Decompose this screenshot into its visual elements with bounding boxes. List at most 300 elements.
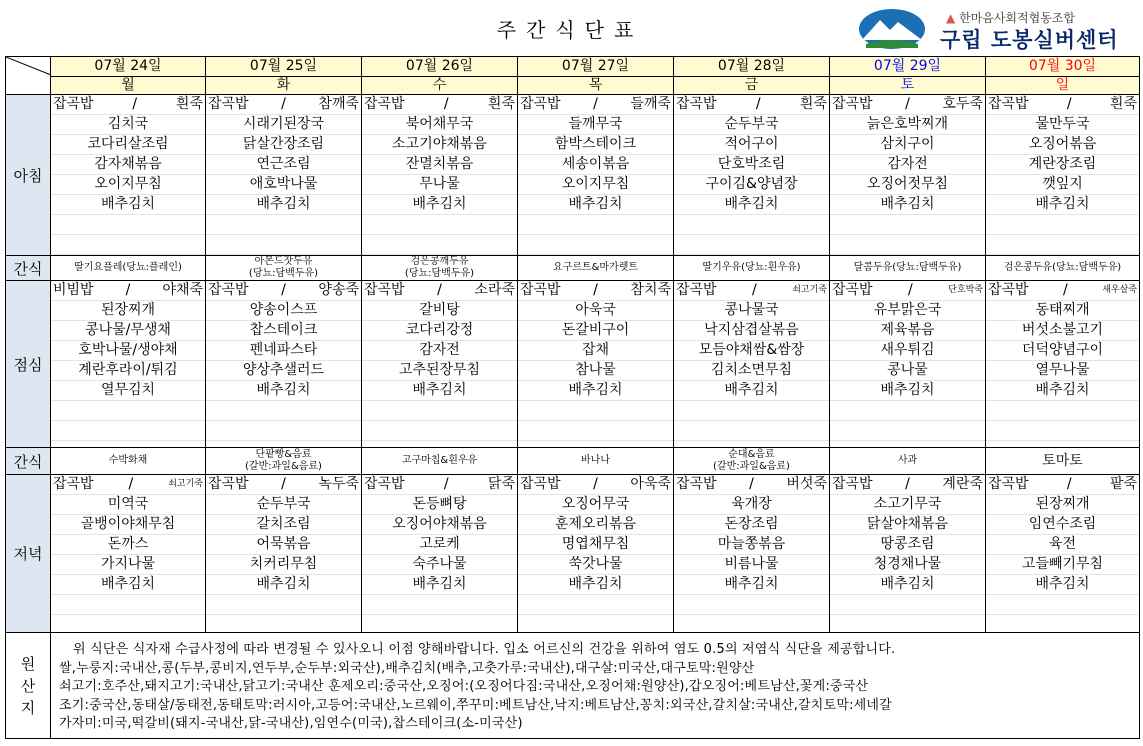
separator: / (281, 96, 286, 112)
porridge-item: 야채죽 (162, 282, 203, 298)
menu-item: 콩나물 (830, 361, 985, 381)
lunch-cell (830, 281, 986, 448)
rice-porridge-line (518, 281, 673, 301)
rice-porridge-line (362, 281, 517, 301)
separator: / (749, 476, 754, 492)
weekly-menu-table (5, 56, 1140, 739)
rice-item: 잡곡밥 (520, 476, 561, 492)
menu-item: 계란장조림 (986, 155, 1139, 175)
rice-item: 비빔밥 (53, 282, 94, 298)
blank-line (518, 215, 673, 235)
menu-item: 된장찌개 (51, 301, 205, 321)
menu-item: 명엽채무침 (518, 535, 673, 555)
rice-porridge-line (674, 281, 829, 301)
menu-item: 육개장 (674, 495, 829, 515)
menu-item: 청경채나물 (830, 555, 985, 575)
menu-item: 배추김치 (986, 381, 1139, 401)
menu-item: 마늘쫑볶음 (674, 535, 829, 555)
menu-item: 숙주나물 (362, 555, 517, 575)
menu-item: 임연수조림 (986, 515, 1139, 535)
menu-item: 양상추샐러드 (206, 361, 361, 381)
day-weekday: 금 (674, 77, 830, 95)
menu-item: 코다리강정 (362, 321, 517, 341)
menu-item: 감자전 (830, 155, 985, 175)
menu-item: 오징어야채볶음 (362, 515, 517, 535)
lunch-cell (51, 281, 206, 448)
blank-line (830, 421, 985, 441)
origin-line: 쇠고기:호주산,돼지고기:국내산,닭고기:국내산 훈제오리:중국산,오징어:(오징어다짐:국내산,오징어채:원양산),갑오징어:베트남산,꽃게:중국산 (59, 679, 869, 694)
menu-item: 배추김치 (986, 195, 1139, 215)
menu-item: 된장찌개 (986, 495, 1139, 515)
blank-line (986, 215, 1139, 235)
origin-row (6, 633, 1140, 739)
menu-item: 아욱국 (518, 301, 673, 321)
day-weekday: 목 (518, 77, 674, 95)
porridge-item: 계란죽 (942, 476, 983, 492)
blank-line (830, 235, 985, 255)
rice-porridge-line (51, 281, 205, 301)
menu-item: 콩나물국 (674, 301, 829, 321)
separator: / (1066, 476, 1072, 492)
porridge-item: 쇠고기죽 (168, 479, 203, 489)
snack2-item: 바나나 (518, 448, 674, 475)
separator: / (755, 96, 761, 112)
rice-item: 잡곡밥 (988, 476, 1029, 492)
blank-line (206, 235, 361, 255)
menu-item: 배추김치 (51, 575, 205, 595)
menu-item: 깻잎지 (986, 175, 1139, 195)
menu-item: 무나물 (362, 175, 517, 195)
menu-item: 돈장조림 (674, 515, 829, 535)
menu-item: 콩나물/무생채 (51, 321, 205, 341)
menu-item: 늙은호박찌개 (830, 115, 985, 135)
separator: / (1063, 282, 1068, 298)
blank-line (830, 401, 985, 421)
breakfast-cell (51, 95, 206, 256)
origin-info (51, 633, 1140, 739)
menu-item: 배추김치 (674, 381, 829, 401)
org-name-small: ▲ 한마음사회적협동조합 (946, 11, 1075, 25)
porridge-item: 닭죽 (487, 476, 515, 492)
dinner-cell (518, 475, 674, 633)
dinner-cell (986, 475, 1140, 633)
snack1-item: 딸기요플레(당뇨:플레인) (51, 256, 206, 281)
menu-item: 닭살야채볶음 (830, 515, 985, 535)
menu-item: 돈갈비구이 (518, 321, 673, 341)
lunch-cell (206, 281, 362, 448)
rice-item: 잡곡밥 (364, 282, 405, 298)
separator: / (443, 96, 449, 112)
blank-line (986, 421, 1139, 441)
blank-line (51, 235, 205, 255)
page-title: 주간식단표 (496, 18, 644, 42)
porridge-item: 버섯죽 (786, 476, 827, 492)
day-weekday: 수 (362, 77, 518, 95)
dinner-cell (51, 475, 206, 633)
menu-item: 고추된장무침 (362, 361, 517, 381)
porridge-item: 흰죽 (487, 96, 515, 112)
blank-line (206, 595, 361, 615)
snack2-item: 사과 (830, 448, 986, 475)
breakfast-cell (830, 95, 986, 256)
menu-item: 배추김치 (518, 381, 673, 401)
menu-item: 들깨무국 (518, 115, 673, 135)
snack1-item: 딸기우유(당뇨:흰우유) (674, 256, 830, 281)
rice-item: 잡곡밥 (676, 96, 717, 112)
separator: / (281, 476, 286, 492)
menu-item: 배추김치 (362, 575, 517, 595)
snack1-item: 검은콩깨두유 (당뇨:담백두유) (362, 256, 518, 281)
menu-item: 감자채볶음 (51, 155, 205, 175)
blank-line (986, 401, 1139, 421)
breakfast-row (6, 95, 1140, 256)
separator: / (905, 96, 910, 112)
menu-item: 갈치조림 (206, 515, 361, 535)
menu-item: 연근조림 (206, 155, 361, 175)
menu-item: 배추김치 (830, 381, 985, 401)
day-date: 07월 28일 (674, 57, 830, 77)
rice-porridge-line (362, 475, 517, 495)
breakfast-cell (206, 95, 362, 256)
porridge-item: 소라죽 (474, 282, 515, 298)
menu-item: 순두부국 (674, 115, 829, 135)
blank-line (518, 401, 673, 421)
menu-item: 훈제오리볶음 (518, 515, 673, 535)
porridge-item: 녹두죽 (318, 476, 359, 492)
blank-line (362, 235, 517, 255)
rice-porridge-line (674, 475, 829, 495)
snack2-item: 고구마칩&흰우유 (362, 448, 518, 475)
breakfast-cell (986, 95, 1140, 256)
snack2-item: 수박화채 (51, 448, 206, 475)
org-logo (858, 6, 1138, 52)
porridge-item: 들깨죽 (630, 96, 671, 112)
blank-line (674, 595, 829, 615)
snack2-label: 간식 (6, 448, 51, 475)
origin-line: 쌀,누룽지:국내산,콩(두부,콩비지,연두부,순두부:외국산),배추김치(배추,고춧가루:국내산),대구살:미국산,대구토막:원양산 (59, 660, 755, 676)
lunch-cell (986, 281, 1140, 448)
menu-item: 배추김치 (674, 195, 829, 215)
menu-item: 돈까스 (51, 535, 205, 555)
menu-item: 배추김치 (51, 195, 205, 215)
rice-porridge-line (986, 281, 1139, 301)
menu-item: 양송이스프 (206, 301, 361, 321)
menu-item: 배추김치 (206, 381, 361, 401)
rice-porridge-line (830, 281, 985, 301)
separator: / (128, 476, 134, 492)
menu-item: 어묵볶음 (206, 535, 361, 555)
dinner-cell (674, 475, 830, 633)
blank-line (206, 401, 361, 421)
separator: / (125, 282, 131, 298)
menu-item: 삼치구이 (830, 135, 985, 155)
menu-item: 미역국 (51, 495, 205, 515)
separator: / (593, 96, 598, 112)
separator: / (1066, 96, 1072, 112)
menu-item: 잔멸치볶음 (362, 155, 517, 175)
rice-porridge-line (362, 95, 517, 115)
menu-item: 열무김치 (51, 381, 205, 401)
snack1-item: 달콤두유(당뇨:담백두유) (830, 256, 986, 281)
menu-item: 배추김치 (986, 575, 1139, 595)
menu-item: 참나물 (518, 361, 673, 381)
menu-item: 골뱅이야채무침 (51, 515, 205, 535)
blank-line (362, 215, 517, 235)
porridge-item: 양송죽 (318, 282, 359, 298)
menu-item: 계란후라이/튀김 (51, 361, 205, 381)
menu-item: 배추김치 (206, 575, 361, 595)
menu-item: 육전 (986, 535, 1139, 555)
header (0, 0, 1143, 56)
menu-item: 고로케 (362, 535, 517, 555)
rice-item: 잡곡밥 (988, 96, 1029, 112)
menu-item: 배추김치 (830, 195, 985, 215)
menu-item: 순두부국 (206, 495, 361, 515)
rice-item: 잡곡밥 (364, 476, 405, 492)
menu-item: 낙지삼겹살볶음 (674, 321, 829, 341)
blank-line (830, 595, 985, 615)
porridge-item: 새우살죽 (1102, 285, 1137, 295)
porridge-item: 참깨죽 (318, 96, 359, 112)
rice-porridge-line (674, 95, 829, 115)
menu-item: 땅콩조림 (830, 535, 985, 555)
snack2-item: 토마토 (986, 448, 1140, 475)
menu-item: 제육볶음 (830, 321, 985, 341)
menu-item: 찹스테이크 (206, 321, 361, 341)
rice-item: 잡곡밥 (53, 476, 94, 492)
menu-item: 더덕양념구이 (986, 341, 1139, 361)
rice-porridge-line (206, 281, 361, 301)
menu-item: 배추김치 (206, 195, 361, 215)
lunch-cell (674, 281, 830, 448)
rice-item: 잡곡밥 (520, 96, 561, 112)
separator: / (132, 96, 138, 112)
menu-item: 닭살간장조림 (206, 135, 361, 155)
menu-item: 오이지무침 (51, 175, 205, 195)
rice-porridge-line (830, 95, 985, 115)
rice-item: 잡곡밥 (988, 282, 1029, 298)
rice-porridge-line (51, 95, 205, 115)
menu-item: 비름나물 (674, 555, 829, 575)
lunch-label: 점심 (6, 281, 51, 448)
header-corner (6, 57, 51, 95)
menu-item: 단호박조림 (674, 155, 829, 175)
rice-item: 잡곡밥 (676, 476, 717, 492)
day-weekday: 화 (206, 77, 362, 95)
porridge-item: 흰죽 (799, 96, 827, 112)
rice-porridge-line (518, 475, 673, 495)
dinner-label: 저녁 (6, 475, 51, 633)
rice-item: 잡곡밥 (520, 282, 561, 298)
day-weekday: 토 (830, 77, 986, 95)
menu-item: 세송이볶음 (518, 155, 673, 175)
porridge-item: 쇠고기죽 (792, 285, 827, 295)
menu-item: 고들빼기무침 (986, 555, 1139, 575)
weekday-row (6, 77, 1140, 95)
rice-porridge-line (830, 475, 985, 495)
blank-line (206, 215, 361, 235)
rice-porridge-line (206, 95, 361, 115)
rice-item: 잡곡밥 (208, 282, 249, 298)
breakfast-label: 아침 (6, 95, 51, 256)
org-name: 구립 도봉실버센터 (940, 28, 1119, 52)
separator: / (443, 476, 449, 492)
separator: / (752, 282, 757, 298)
day-weekday: 월 (51, 77, 206, 95)
blank-line (674, 401, 829, 421)
blank-line (986, 595, 1139, 615)
menu-item: 잡채 (518, 341, 673, 361)
rice-porridge-line (986, 95, 1139, 115)
blank-line (51, 595, 205, 615)
snack2-item: 단팥빵&음료 (갈반:과일&음료) (206, 448, 362, 475)
breakfast-cell (518, 95, 674, 256)
menu-item: 김치소면무침 (674, 361, 829, 381)
menu-item: 오징어젓무침 (830, 175, 985, 195)
menu-item: 시래기된장국 (206, 115, 361, 135)
lunch-cell (362, 281, 518, 448)
blank-line (830, 215, 985, 235)
blank-line (362, 595, 517, 615)
porridge-item: 흰죽 (1109, 96, 1137, 112)
breakfast-cell (362, 95, 518, 256)
day-date: 07월 29일 (830, 57, 986, 77)
rice-item: 잡곡밥 (676, 282, 717, 298)
snack1-label: 간식 (6, 256, 51, 281)
menu-item: 소고기야채볶음 (362, 135, 517, 155)
blank-line (986, 235, 1139, 255)
separator: / (437, 282, 442, 298)
menu-item: 배추김치 (518, 575, 673, 595)
mountain-logo-icon (858, 8, 926, 50)
day-date: 07월 27일 (518, 57, 674, 77)
menu-item: 열무나물 (986, 361, 1139, 381)
blank-line (362, 401, 517, 421)
menu-item: 모듬야채쌈&쌈장 (674, 341, 829, 361)
menu-item: 배추김치 (362, 381, 517, 401)
lunch-cell (518, 281, 674, 448)
porridge-item: 아욱죽 (630, 476, 671, 492)
blank-line (674, 421, 829, 441)
rice-porridge-line (518, 95, 673, 115)
day-date: 07월 30일 (986, 57, 1140, 77)
blank-line (51, 215, 205, 235)
blank-line (362, 421, 517, 441)
blank-line (518, 595, 673, 615)
menu-item: 오이지무침 (518, 175, 673, 195)
lunch-row (6, 281, 1140, 448)
day-date: 07월 24일 (51, 57, 206, 77)
menu-item: 새우튀김 (830, 341, 985, 361)
menu-item: 쑥갓나물 (518, 555, 673, 575)
day-weekday: 일 (986, 77, 1140, 95)
menu-item: 돈등뼈탕 (362, 495, 517, 515)
separator: / (281, 282, 286, 298)
menu-item: 유부맑은국 (830, 301, 985, 321)
breakfast-cell (674, 95, 830, 256)
blank-line (674, 215, 829, 235)
menu-item: 애호박나물 (206, 175, 361, 195)
menu-item: 호박나물/생야채 (51, 341, 205, 361)
menu-item: 배추김치 (362, 195, 517, 215)
rice-porridge-line (51, 475, 205, 495)
menu-item: 물만두국 (986, 115, 1139, 135)
menu-item: 북어채무국 (362, 115, 517, 135)
porridge-item: 팥죽 (1109, 476, 1137, 492)
snack1-row (6, 256, 1140, 281)
rice-item: 잡곡밥 (832, 282, 873, 298)
blank-line (518, 235, 673, 255)
menu-item: 코다리살조림 (51, 135, 205, 155)
menu-item: 소고기무국 (830, 495, 985, 515)
menu-item: 치커리무침 (206, 555, 361, 575)
dinner-cell (362, 475, 518, 633)
rice-item: 잡곡밥 (208, 476, 249, 492)
menu-item: 동태찌개 (986, 301, 1139, 321)
menu-item: 오징어볶음 (986, 135, 1139, 155)
snack1-item: 요구르트&마가렛트 (518, 256, 674, 281)
separator: / (905, 476, 910, 492)
rice-porridge-line (986, 475, 1139, 495)
porridge-item: 호두죽 (942, 96, 983, 112)
blank-line (51, 421, 205, 441)
separator: / (593, 476, 598, 492)
menu-item: 감자전 (362, 341, 517, 361)
menu-item: 갈비탕 (362, 301, 517, 321)
date-row (6, 57, 1140, 77)
day-date: 07월 26일 (362, 57, 518, 77)
origin-label: 원 산 지 (6, 633, 51, 739)
menu-item: 적어구이 (674, 135, 829, 155)
blank-line (518, 421, 673, 441)
menu-item: 구이김&양념장 (674, 175, 829, 195)
menu-item: 가지나물 (51, 555, 205, 575)
menu-item: 김치국 (51, 115, 205, 135)
porridge-item: 참치죽 (630, 282, 671, 298)
dinner-cell (206, 475, 362, 633)
menu-item: 버섯소불고기 (986, 321, 1139, 341)
dinner-row (6, 475, 1140, 633)
menu-item: 오징어무국 (518, 495, 673, 515)
blank-line (206, 421, 361, 441)
rice-porridge-line (206, 475, 361, 495)
rice-item: 잡곡밥 (208, 96, 249, 112)
origin-notice: 위 식단은 식자재 수급사정에 따라 변경될 수 있사오니 이점 양해바랍니다. 입소 어르신의 건강을 위하여 염도 0.5의 저염식 식단을 제공합니다. (73, 642, 896, 657)
menu-item: 배추김치 (518, 195, 673, 215)
rice-item: 잡곡밥 (832, 476, 873, 492)
porridge-item: 단호박죽 (948, 285, 983, 295)
snack1-item: 아몬드잣두유 (당뇨:담백두유) (206, 256, 362, 281)
blank-line (51, 401, 205, 421)
separator: / (908, 282, 913, 298)
rice-item: 잡곡밥 (364, 96, 405, 112)
menu-item: 배추김치 (830, 575, 985, 595)
origin-line: 조기:중국산,동태살/동태전,동태토막:러시아,고등어:국내산,노르웨이,쭈꾸미:베트남산,낙지:베트남산,꽁치:외국산,갈치살:국내산,갈치토막:세네갈 (59, 697, 892, 713)
menu-item: 함박스테이크 (518, 135, 673, 155)
day-date: 07월 25일 (206, 57, 362, 77)
snack1-item: 검은콩두유(당뇨:담백두유) (986, 256, 1140, 281)
menu-item: 배추김치 (674, 575, 829, 595)
separator: / (593, 282, 598, 298)
rice-item: 잡곡밥 (832, 96, 873, 112)
blank-line (674, 235, 829, 255)
dinner-cell (830, 475, 986, 633)
origin-line: 가자미:미국,떡갈비(돼지-국내산,닭-국내산),임연수(미국),찹스테이크(소-미국산) (59, 716, 523, 731)
porridge-item: 흰죽 (175, 96, 203, 112)
rice-item: 잡곡밥 (53, 96, 94, 112)
snack2-item: 순대&음료 (갈반:과일&음료) (674, 448, 830, 475)
snack2-row (6, 448, 1140, 475)
